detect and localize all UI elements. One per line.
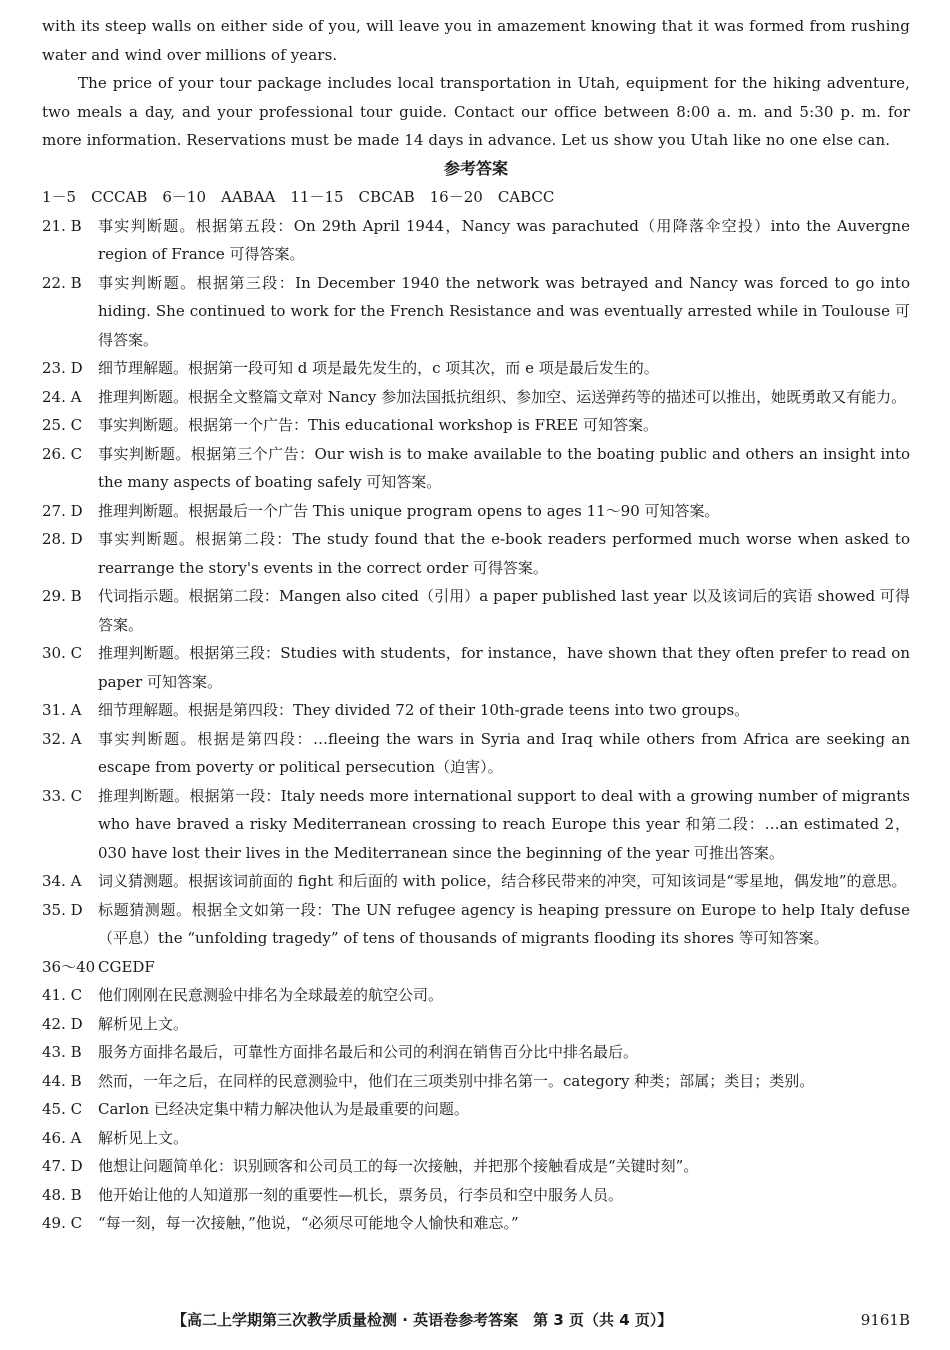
passage-paragraph-2: The price of your tour package includes local transportation in Utah, equipment for the hiking adventure, two meals a day, and your professional tour guide. Contact our office between 8:00 a. m. and 5:30 p. m. for more information. Reservations must be made 14 days in advance. Let us show you Utah like no one else can. — [42, 74, 910, 149]
answer-explanation: 事实判断题。根据第三个广告：Our wish is to make available to the boating public and others an insight into the many aspects of boating safely 可知答案。 — [98, 444, 910, 491]
answer-number: 46. A — [42, 1128, 82, 1147]
answer-item — [42, 1095, 910, 1124]
answer-item — [42, 525, 910, 582]
answer-number: 49. C — [42, 1214, 83, 1232]
answer-explanation: 他开始让他的人知道那一刻的重要性—机长，票务员，行李员和空中服务人员。 — [98, 1185, 624, 1204]
answer-item — [42, 953, 910, 982]
answer-number: 34. A — [42, 872, 82, 890]
answer-item — [42, 212, 910, 269]
answer-explanation: 推理判断题。根据第三段：Studies with students，for instance，have shown that they often prefer to read on paper 可知答案。 — [98, 644, 910, 691]
answer-number: 25. C — [42, 416, 83, 434]
answer-explanation: 然而，一年之后，在同样的民意测验中，他们在三项类别中排名第一。category 种类；部属；类目；类别。 — [98, 1071, 815, 1090]
answer-item — [42, 696, 910, 725]
answer-explanation: 推理判断题。根据最后一个广告 This unique program opens to ages 11～90 可知答案。 — [98, 501, 720, 520]
answer-explanation: 词义猜测题。根据该词前面的 fight 和后面的 with police，结合移民带来的冲突，可知该词是“零星地，偶发地”的意思。 — [98, 872, 907, 890]
answer-explanation: 事实判断题。根据第二段：The study found that the e-book readers performed much worse when asked to rearrange the story's events in the correct order 可得答案。 — [98, 530, 910, 577]
answer-item — [42, 269, 910, 355]
answer-item — [42, 411, 910, 440]
passage-paragraph-1: with its steep walls on either side of you, will leave you in amazement knowing that it was formed from rushing water and wind over millions of years. — [42, 17, 910, 64]
answer-explanation: 事实判断题。根据第三段：In December 1940 the network was betrayed and Nancy was forced to go into hiding. She continued to work for the French Resistance and was eventually arrested while in Toulouse 可得答案。 — [98, 273, 910, 349]
answer-item — [42, 1067, 910, 1096]
answer-item — [42, 981, 910, 1010]
answer-item — [42, 1038, 910, 1067]
answer-number: 47. D — [42, 1157, 83, 1175]
answer-number: 35. D — [42, 900, 83, 919]
answer-explanation: 细节理解题。根据第一段可知 d 项是最先发生的，c 项其次，而 e 项是最后发生的。 — [98, 359, 659, 377]
answer-item — [42, 782, 910, 868]
answers-heading: 参考答案 — [443, 158, 508, 178]
answer-item — [42, 1124, 910, 1153]
answer-explanation: 服务方面排名最后，可靠性方面排名最后和公司的利润在销售百分比中排名最后。 — [98, 1043, 639, 1061]
answer-explanation: 标题猜测题。根据全文如第一段：The UN refugee agency is heaping pressure on Europe to help Italy defuse（平息）the “unfolding tragedy” of tens of thousands of migrants flooding its shores 等可知答案。 — [98, 900, 910, 947]
footer-code: 9161B — [860, 1311, 910, 1329]
answer-number: 36～40 — [42, 957, 96, 976]
answer-number: 33. C — [42, 786, 83, 805]
answer-item — [42, 1181, 910, 1210]
answer-number: 41. C — [42, 986, 83, 1004]
answer-item — [42, 725, 910, 782]
answer-item — [42, 867, 910, 896]
answer-number: 27. D — [42, 501, 83, 520]
answer-item — [42, 440, 910, 497]
answer-item — [42, 383, 910, 412]
answer-explanation: 代词指示题。根据第二段：Mangen also cited（引用）a paper published last year 以及该词后的宾语 showed 可得答案。 — [98, 587, 910, 634]
answer-number: 30. C — [42, 644, 83, 662]
answer-page — [42, 12, 910, 1238]
answer-number: 43. B — [42, 1043, 82, 1061]
answer-item — [42, 497, 910, 526]
answer-explanation: 解析见上文。 — [98, 1014, 189, 1033]
answer-number: 28. D — [42, 530, 83, 548]
answer-number: 42. D — [42, 1014, 83, 1033]
answer-explanation: 解析见上文。 — [98, 1128, 189, 1147]
answer-list — [42, 212, 910, 1238]
mcq-answers-line: 1－5 CCCAB 6－10 AABAA 11－15 CBCAB 16－20 CABCC — [42, 188, 555, 206]
answer-explanation: 他想让问题简单化：识别顾客和公司员工的每一次接触，并把那个接触看成是“关键时刻”。 — [98, 1157, 699, 1175]
answer-explanation: “每一刻，每一次接触，”他说，“必须尽可能地令人愉快和难忘。” — [98, 1214, 519, 1232]
answer-item — [42, 354, 910, 383]
answer-number: 26. C — [42, 444, 83, 463]
answer-explanation: Carlon 已经决定集中精力解决他认为是最重要的问题。 — [98, 1100, 469, 1118]
answer-number: 22. B — [42, 273, 82, 292]
answer-item — [42, 1152, 910, 1181]
answer-explanation: 推理判断题。根据全文整篇文章对 Nancy 参加法国抵抗组织、参加空、运送弹药等的描述可以推出，她既勇敢又有能力。 — [98, 387, 907, 406]
answer-item — [42, 1010, 910, 1039]
answer-number: 44. B — [42, 1071, 82, 1090]
answer-item — [42, 1209, 910, 1238]
answer-item — [42, 639, 910, 696]
answer-number: 45. C — [42, 1100, 83, 1118]
answer-item — [42, 896, 910, 953]
answer-number: 31. A — [42, 701, 82, 719]
answer-explanation: 推理判断题。根据第一段：Italy needs more international support to deal with a growing number of migrants who have braved a risky Mediterranean crossing to reach Europe this year 和第二段：…an estimated 2，030 have lost their lives in the Mediterranean since the beginning of the year 可推出答案。 — [98, 786, 910, 862]
answer-explanation: 事实判断题。根据第五段：On 29th April 1944，Nancy was parachuted（用降落伞空投）into the Auvergne region of France 可得答案。 — [98, 216, 910, 263]
answer-number: 32. A — [42, 729, 82, 748]
answer-explanation: 他们刚刚在民意测验中排名为全球最差的航空公司。 — [98, 986, 444, 1004]
footer-title: 【高二上学期第三次教学质量检测 · 英语卷参考答案 第 3 页（共 4 页）】 — [172, 1311, 673, 1329]
answer-number: 29. B — [42, 587, 82, 605]
answer-explanation: CGEDF — [98, 957, 155, 976]
answer-number: 23. D — [42, 359, 83, 377]
answer-number: 24. A — [42, 387, 82, 406]
answer-explanation: 事实判断题。根据第一个广告：This educational workshop is FREE 可知答案。 — [98, 416, 658, 434]
answer-item — [42, 582, 910, 639]
answer-number: 21. B — [42, 216, 82, 235]
answer-number: 48. B — [42, 1185, 82, 1204]
answer-explanation: 事实判断题。根据是第四段：…fleeing the wars in Syria and Iraq while others from Africa are seeking an escape from poverty or political persecution（迫害）。 — [98, 729, 910, 776]
answer-explanation: 细节理解题。根据是第四段：They divided 72 of their 10th-grade teens into two groups。 — [98, 701, 750, 719]
